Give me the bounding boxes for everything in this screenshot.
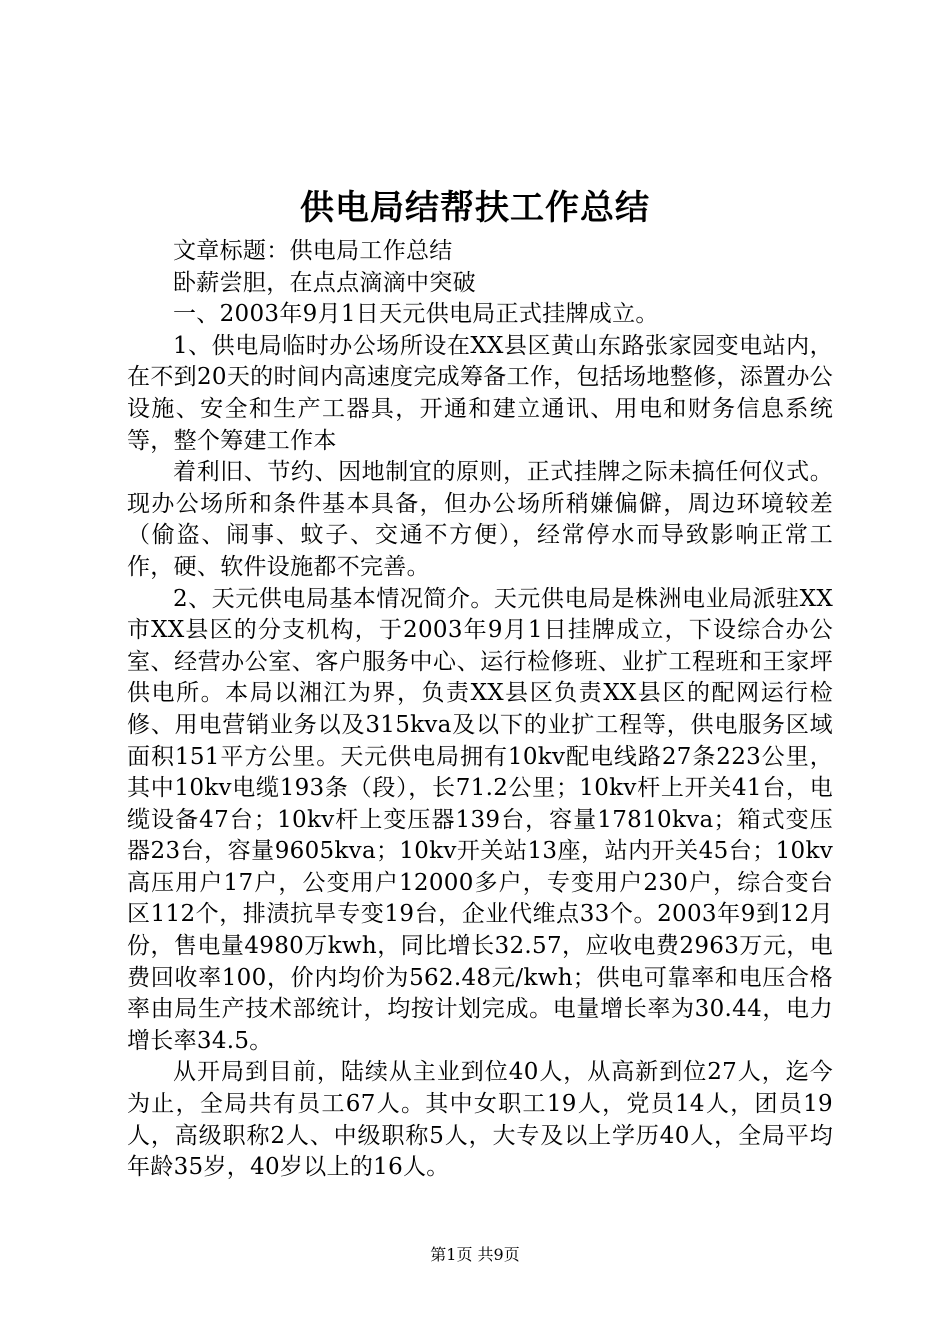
paragraph-article-label: 文章标题：供电局工作总结 (173, 238, 453, 264)
paragraph-subtitle: 卧薪尝胆，在点点滴滴中突破 (173, 269, 476, 296)
page-number-footer: 第1页 共9页 (430, 1245, 520, 1264)
paragraph-office-setup: 1、供电局临时办公场所设在XX县区黄山东路张家园变电站内，在不到20天的时间内高速度完成筹备工作，包括场地整修，添置办公设施、安全和生产工器具，开通和建立通讯、用电和财务信息系统等，整个筹建工作本 (127, 332, 833, 454)
paragraph-bureau-overview: 2、天元供电局基本情况简介。天元供电局是株洲电业局派驻XX市XX县区的分支机构，于2003年9月1日挂牌成立，下设综合办公室、经营办公室、客户服务中心、运行检修班、业扩工程班和王家坪供电所。本局以湘江为界，负责XX县区负责XX县区的配网运行检修、用电营销业务以及315kva及以下的业扩工程等，供电服务区域面积151平方公里。天元供电局拥有10kv配电线路27条223公里，其中10kv电缆193条（段），长71.2公里；10kv杆上开关41台，电缆设备47台；10kv杆上变压器139台，容量17810kva；箱式变压器23台，容量9605kva；10kv开关站13座，站内开关45台；10kv高压用户17户，公变用户12000多户，专变用户230户，综合变台区112个，排渍抗旱专变19台，企业代维点33个。2003年9到12月份，售电量4980万kwh，同比增长32.57，应收电费2963万元，电费回收率100，价内均价为562.48元/kwh；供电可靠率和电压合格率由局生产技术部统计，均按计划完成。电量增长率为30.44，电力增长率34.5。 (127, 585, 833, 1054)
document-title: 供电局结帮扶工作总结 (300, 188, 650, 228)
document-body (127, 236, 833, 1184)
paragraph-staffing: 从开局到目前，陆续从主业到位40人，从高新到位27人，迄今为止，全局共有员工67人。其中女职工19人，党员14人，团员19人，高级职称2人、中级职称5人，大专及以上学历40人，全局平均年龄35岁，40岁以上的16人。 (127, 1059, 833, 1181)
paragraph-office-conditions: 着利旧、节约、因地制宜的原则，正式挂牌之际未搞任何仪式。现办公场所和条件基本具备，但办公场所稍嫌偏僻，周边环境较差（偷盗、闹事、蚊子、交通不方便），经常停水而导致影响正常工作，硬、软件设施都不完善。 (127, 459, 833, 580)
paragraph-section-one: 一、2003年9月1日天元供电局正式挂牌成立。 (173, 301, 659, 328)
